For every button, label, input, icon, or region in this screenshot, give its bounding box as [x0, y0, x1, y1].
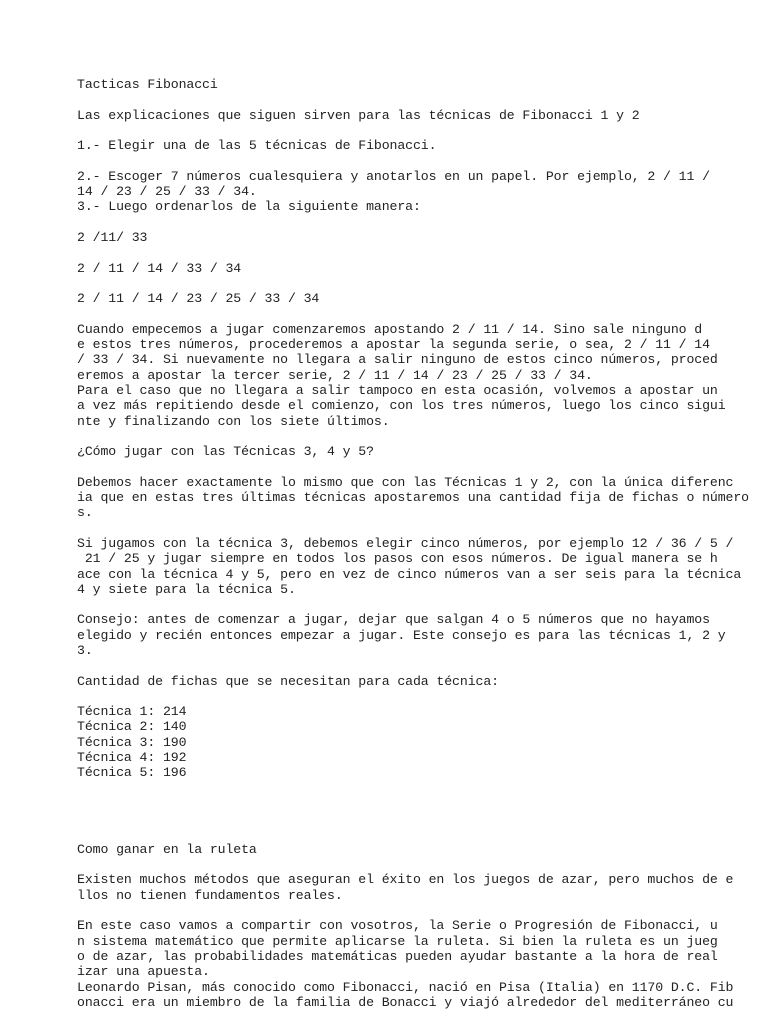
text-line: Las explicaciones que siguen sirven para las técnicas de Fibonacci 1 y 2	[77, 107, 640, 123]
text-line: a vez más repitiendo desde el comienzo, con los tres números, luego los cinco sigui	[77, 398, 726, 414]
text-line: 1.- Elegir una de las 5 técnicas de Fibonacci.	[77, 138, 437, 154]
text-line: En este caso vamos a compartir con vosotros, la Serie o Progresión de Fibonacci, u	[77, 918, 718, 934]
blank-line	[77, 245, 757, 260]
blank-line	[77, 215, 757, 230]
text-line: Leonardo Pisan, más conocido como Fibonacci, nació en Pisa (Italia) en 1170 D.C. Fib	[77, 979, 734, 995]
text-line: Técnica 5: 196	[77, 765, 187, 781]
text-line: 4 y siete para la técnica 5.	[77, 581, 296, 597]
text-line: n sistema matemático que permite aplicarse la ruleta. Si bien la ruleta es un jueg	[77, 933, 718, 949]
text-line: ia que en estas tres últimas técnicas apostaremos una cantidad fija de fichas o número	[77, 490, 749, 506]
text-line: Técnica 3: 190	[77, 734, 187, 750]
text-line: Técnica 1: 214	[77, 704, 187, 720]
blank-line	[77, 781, 757, 796]
text-line: o de azar, las probabilidades matemáticas pueden ayudar bastante a la hora de real	[77, 948, 718, 964]
blank-line	[77, 521, 757, 536]
blank-line	[77, 857, 757, 872]
text-line: Cantidad de fichas que se necesitan para cada técnica:	[77, 673, 499, 689]
blank-line	[77, 827, 757, 842]
text-line: Consejo: antes de comenzar a jugar, dejar que salgan 4 o 5 números que no hayamos	[77, 612, 710, 628]
text-line: 14 / 23 / 25 / 33 / 34.	[77, 184, 257, 200]
text-line: 2 / 11 / 14 / 23 / 25 / 33 / 34	[77, 291, 320, 307]
blank-line	[77, 903, 757, 918]
text-line: 2 /11/ 33	[77, 229, 148, 245]
document-body	[77, 77, 757, 1010]
text-line: Como ganar en la ruleta	[77, 841, 257, 857]
blank-line	[77, 92, 757, 107]
text-line: s.	[77, 505, 93, 521]
text-line: Técnica 2: 140	[77, 719, 187, 735]
text-line: elegido y recién entonces empezar a jugar. Este consejo es para las técnicas 1, 2 y	[77, 627, 726, 643]
text-line: 21 / 25 y jugar siempre en todos los pasos con esos números. De igual manera se h	[77, 551, 718, 567]
blank-line	[77, 459, 757, 474]
text-line: ¿Cómo jugar con las Técnicas 3, 4 y 5?	[77, 444, 374, 460]
text-line: Cuando empecemos a jugar comenzaremos apostando 2 / 11 / 14. Sino sale ninguno d	[77, 321, 703, 337]
text-line: nte y finalizando con los siete últimos.	[77, 413, 390, 429]
blank-line	[77, 153, 757, 168]
text-line: 3.- Luego ordenarlos de la siguiente manera:	[77, 199, 421, 215]
text-line: e estos tres números, procederemos a apostar la segunda serie, o sea, 2 / 11 / 14	[77, 337, 710, 353]
text-line: Tacticas Fibonacci	[77, 77, 218, 92]
text-line: Técnica 4: 192	[77, 750, 187, 766]
text-line: / 33 / 34. Si nuevamente no llegara a salir ninguno de estos cinco números, proced	[77, 352, 718, 368]
text-line: onacci era un miembro de la familia de Bonacci y viajó alrededor del mediterráneo cu	[77, 994, 734, 1010]
text-line: 3.	[77, 642, 93, 658]
text-line: Debemos hacer exactamente lo mismo que con las Técnicas 1 y 2, con la única diferenc	[77, 474, 734, 490]
blank-line	[77, 123, 757, 138]
blank-line	[77, 796, 757, 811]
blank-line	[77, 811, 757, 826]
text-line: llos no tienen fundamentos reales.	[77, 887, 343, 903]
blank-line	[77, 276, 757, 291]
text-line: Si jugamos con la técnica 3, debemos elegir cinco números, por ejemplo 12 / 36 / 5 /	[77, 535, 734, 551]
text-line: Existen muchos métodos que aseguran el éxito en los juegos de azar, pero muchos de e	[77, 872, 734, 888]
text-line: 2.- Escoger 7 números cualesquiera y anotarlos en un papel. Por ejemplo, 2 / 11 /	[77, 168, 710, 184]
text-line: izar una apuesta.	[77, 964, 210, 980]
blank-line	[77, 429, 757, 444]
text-line: Para el caso que no llegara a salir tampoco en esta ocasión, volvemos a apostar un	[77, 382, 718, 398]
blank-line	[77, 658, 757, 673]
blank-line	[77, 306, 757, 321]
blank-line	[77, 597, 757, 612]
blank-line	[77, 689, 757, 704]
text-line: eremos a apostar la tercer serie, 2 / 11 / 14 / 23 / 25 / 33 / 34.	[77, 367, 593, 383]
text-line: 2 / 11 / 14 / 33 / 34	[77, 260, 242, 276]
text-line: ace con la técnica 4 y 5, pero en vez de cinco números van a ser seis para la técnica	[77, 566, 742, 582]
